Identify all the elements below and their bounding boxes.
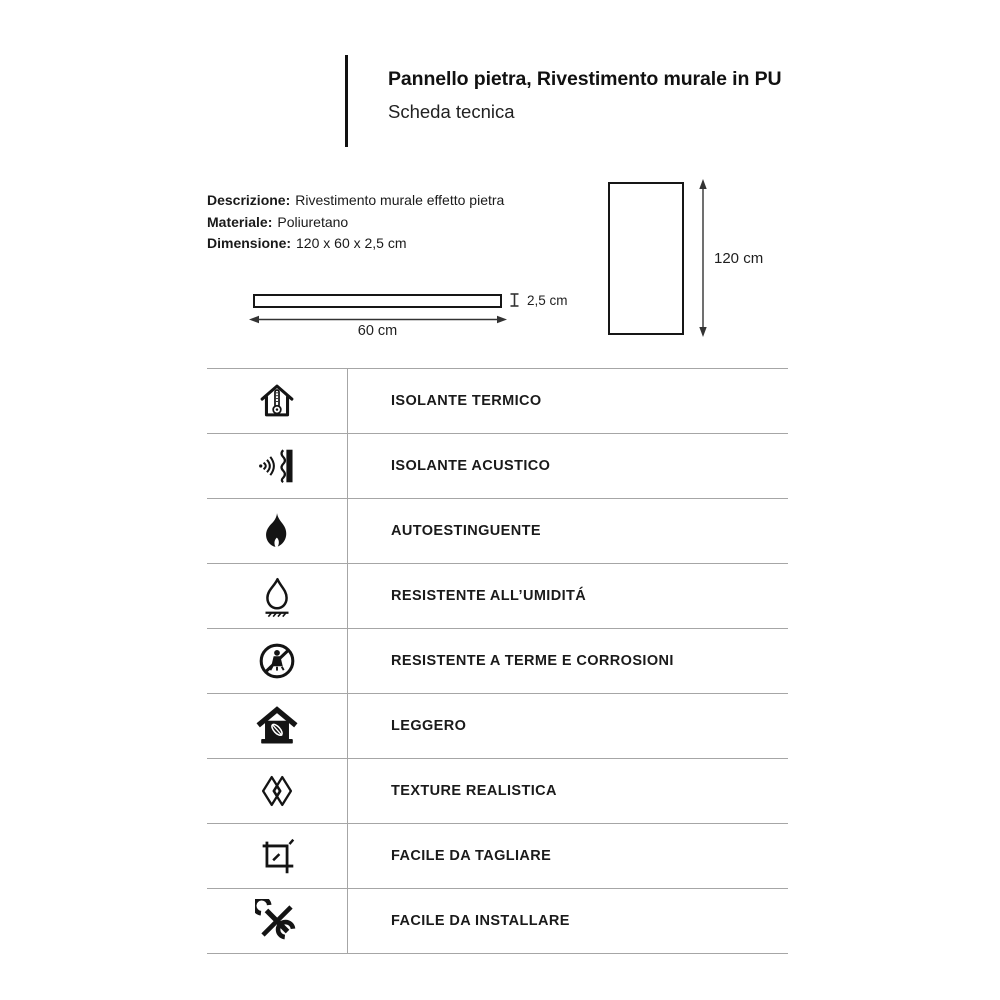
house-thermometer-icon <box>254 378 300 424</box>
feature-row-humidity <box>207 563 788 628</box>
page-subtitle: Scheda tecnica <box>388 101 515 122</box>
feature-row-termite <box>207 628 788 693</box>
feature-row-texture <box>207 758 788 823</box>
feature-label: FACILE DA INSTALLARE <box>391 913 570 929</box>
spec-label: Materiale: <box>207 213 273 230</box>
spec-label: Descrizione: <box>207 192 291 208</box>
feature-label: RESISTENTE A TERME E CORROSIONI <box>391 653 674 669</box>
feature-row-fire <box>207 498 788 563</box>
thickness-measure-icon <box>508 292 521 313</box>
water-drop-icon <box>254 573 300 619</box>
feature-label: AUTOESTINGUENTE <box>391 523 541 539</box>
feature-row-cut <box>207 823 788 888</box>
spec-value: 120 x 60 x 2,5 cm <box>296 235 407 251</box>
feature-row-install <box>207 888 788 953</box>
feature-label: ISOLANTE ACUSTICO <box>391 458 551 474</box>
no-termite-icon <box>254 638 300 684</box>
feature-row-thermal <box>207 369 788 433</box>
crossed-tools-icon <box>255 899 299 943</box>
header <box>388 68 781 123</box>
product-specs <box>207 190 504 255</box>
panel-front-view-rect <box>608 182 684 335</box>
title-accent-bar <box>345 55 348 147</box>
spec-line-description <box>207 190 504 212</box>
feature-row-light <box>207 693 788 758</box>
feature-label: FACILE DA TAGLIARE <box>391 848 552 864</box>
spec-line-material <box>207 212 504 234</box>
feature-row-acoustic <box>207 433 788 498</box>
feature-label: ISOLANTE TERMICO <box>391 393 542 409</box>
spec-line-dimension <box>207 233 504 255</box>
feature-label: RESISTENTE ALL’UMIDITÁ <box>391 588 587 604</box>
height-dimension-line <box>696 179 710 342</box>
house-feather-icon <box>254 703 300 749</box>
crop-icon <box>254 833 300 879</box>
spec-value: Rivestimento murale effetto pietra <box>295 192 505 208</box>
features-table <box>207 368 788 954</box>
feature-label: TEXTURE REALISTICA <box>391 783 557 799</box>
width-label: 60 cm <box>357 323 398 339</box>
panel-side-view-rect <box>253 294 502 308</box>
feature-label: LEGGERO <box>391 718 467 734</box>
texture-diamonds-icon <box>254 768 300 814</box>
flame-icon <box>255 509 299 553</box>
height-label: 120 cm <box>714 250 764 267</box>
page-title: Pannello pietra, Rivestimento murale in PU <box>388 68 782 90</box>
spec-label: Dimensione: <box>207 235 292 251</box>
sound-wave-panel-icon <box>254 443 300 489</box>
thickness-label: 2,5 cm <box>527 293 568 308</box>
spec-value: Poliuretano <box>277 213 349 230</box>
